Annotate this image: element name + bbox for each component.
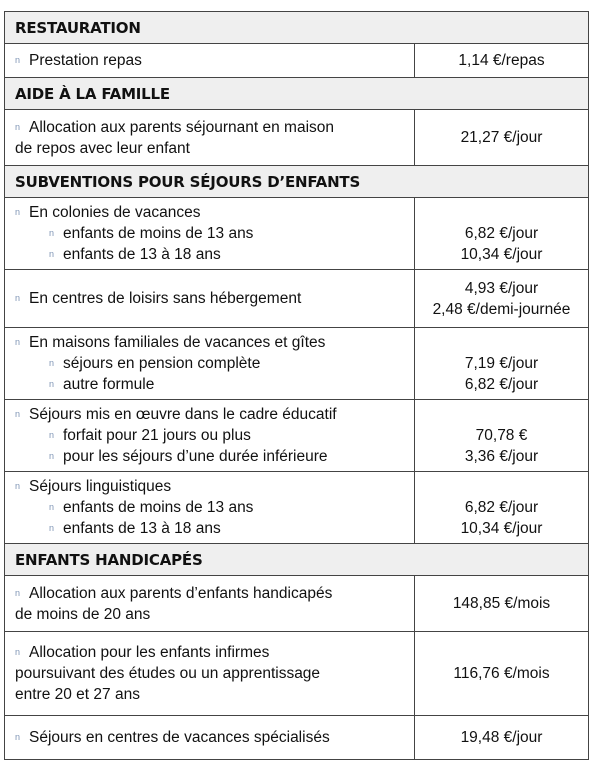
row-value xyxy=(415,716,589,760)
bullet-icon: n xyxy=(49,451,55,461)
row-text: poursuivant des études ou un apprentissage xyxy=(15,665,321,682)
row-sub-item xyxy=(15,425,406,446)
row-text-line xyxy=(15,50,406,71)
row-text: En centres de loisirs sans hébergement xyxy=(29,290,302,307)
value-text: 4,93 €/jour xyxy=(464,279,539,297)
bullet-icon: n xyxy=(15,55,21,65)
value-text: 148,85 €/mois xyxy=(452,595,551,612)
row-heading-text: En colonies de vacances xyxy=(29,204,201,221)
row-sub-item xyxy=(15,497,406,518)
value-text: 1,14 €/repas xyxy=(458,52,545,69)
row-sub-item xyxy=(15,374,406,395)
section-header xyxy=(5,166,589,198)
row-value xyxy=(415,110,589,166)
row-label xyxy=(5,198,415,270)
section-header xyxy=(5,12,589,44)
bullet-icon: n xyxy=(15,647,21,657)
table-row xyxy=(5,270,589,328)
value-text: 10,34 €/jour xyxy=(460,246,543,263)
bullet-icon: n xyxy=(49,358,55,368)
bullet-icon: n xyxy=(15,409,21,419)
row-value xyxy=(415,198,589,270)
value-text: 7,19 €/jour xyxy=(464,355,539,372)
row-heading xyxy=(15,332,406,353)
row-label xyxy=(5,632,415,716)
row-text-line xyxy=(15,117,406,138)
row-label xyxy=(5,270,415,328)
table-row xyxy=(5,198,589,270)
row-text: Allocation aux parents d’enfants handicapés xyxy=(29,584,333,602)
bullet-icon: n xyxy=(15,732,21,742)
row-sub-text: enfants de moins de 13 ans xyxy=(63,225,254,242)
row-text-line xyxy=(15,583,406,604)
table-row xyxy=(5,44,589,78)
row-text: Prestation repas xyxy=(29,52,142,69)
row-text: Allocation aux parents séjournant en maison xyxy=(29,118,335,136)
section-title: ENFANTS HANDICAPÉS xyxy=(5,544,589,576)
row-text-line xyxy=(15,288,406,309)
row-text: Allocation pour les enfants infirmes xyxy=(29,644,270,661)
bullet-icon: n xyxy=(49,430,55,440)
row-heading xyxy=(15,404,406,425)
row-sub-item xyxy=(15,223,406,244)
row-label xyxy=(5,400,415,472)
row-heading-text: Séjours linguistiques xyxy=(29,478,172,495)
row-sub-text: enfants de 13 à 18 ans xyxy=(63,246,221,263)
value-text: 21,27 €/jour xyxy=(460,129,543,146)
row-text-line xyxy=(15,663,406,684)
row-value xyxy=(415,400,589,472)
section-header xyxy=(5,544,589,576)
bullet-icon: n xyxy=(49,249,55,259)
row-text-line xyxy=(15,138,406,159)
section-title: SUBVENTIONS POUR SÉJOURS D’ENFANTS xyxy=(5,166,589,198)
row-sub-text: pour les séjours d’une durée inférieure xyxy=(63,448,328,465)
table-row xyxy=(5,716,589,760)
bullet-icon: n xyxy=(49,228,55,238)
row-label xyxy=(5,328,415,400)
row-heading-text: Séjours mis en œuvre dans le cadre éducatif xyxy=(29,406,337,423)
value-text: 6,82 €/jour xyxy=(464,225,539,242)
row-sub-item xyxy=(15,446,406,467)
value-text: 6,82 €/jour xyxy=(464,376,539,393)
row-sub-text: autre formule xyxy=(63,376,155,393)
row-label xyxy=(5,44,415,78)
value-text: 116,76 €/mois xyxy=(453,665,550,682)
bullet-icon: n xyxy=(15,587,21,598)
row-label xyxy=(5,716,415,760)
section-title: AIDE À LA FAMILLE xyxy=(5,78,589,110)
value-text: 2,48 €/demi-journée xyxy=(432,300,571,318)
bullet-icon: n xyxy=(15,337,21,347)
row-value xyxy=(415,270,589,328)
row-text: Séjours en centres de vacances spécialisés xyxy=(29,729,330,746)
row-label xyxy=(5,472,415,544)
value-text: 70,78 € xyxy=(475,427,528,444)
row-text-line xyxy=(15,684,406,705)
table-row xyxy=(5,472,589,544)
value-text: 6,82 €/jour xyxy=(464,499,539,516)
value-text: 3,36 €/jour xyxy=(464,448,539,465)
table-row xyxy=(5,400,589,472)
row-sub-item xyxy=(15,518,406,539)
value-text: 19,48 €/jour xyxy=(460,729,543,746)
bullet-icon: n xyxy=(49,502,55,512)
table-row xyxy=(5,328,589,400)
benefits-table xyxy=(4,11,589,760)
row-heading xyxy=(15,202,406,223)
row-value xyxy=(415,632,589,716)
row-value xyxy=(415,328,589,400)
table-row xyxy=(5,576,589,632)
row-heading-text: En maisons familiales de vacances et gîtes xyxy=(29,334,326,351)
row-text: entre 20 et 27 ans xyxy=(15,686,140,703)
row-sub-text: forfait pour 21 jours ou plus xyxy=(63,427,251,444)
row-sub-item xyxy=(15,353,406,374)
section-title: RESTAURATION xyxy=(5,12,589,44)
table-row xyxy=(5,110,589,166)
bullet-icon: n xyxy=(15,481,21,491)
bullet-icon: n xyxy=(15,121,21,132)
section-header xyxy=(5,78,589,110)
row-sub-text: séjours en pension complète xyxy=(63,355,261,372)
row-sub-text: enfants de 13 à 18 ans xyxy=(63,520,221,537)
row-text: de repos avec leur enfant xyxy=(15,139,190,157)
row-label xyxy=(5,110,415,166)
row-text-line xyxy=(15,642,406,663)
row-heading xyxy=(15,476,406,497)
bullet-icon: n xyxy=(15,293,21,303)
bullet-icon: n xyxy=(49,523,55,533)
value-text: 10,34 €/jour xyxy=(460,520,543,537)
row-label xyxy=(5,576,415,632)
table-row xyxy=(5,632,589,716)
row-value xyxy=(415,576,589,632)
row-text-line xyxy=(15,727,406,748)
bullet-icon: n xyxy=(15,207,21,217)
bullet-icon: n xyxy=(49,379,55,389)
row-text: de moins de 20 ans xyxy=(15,605,151,623)
row-sub-item xyxy=(15,244,406,265)
row-value xyxy=(415,472,589,544)
row-sub-text: enfants de moins de 13 ans xyxy=(63,499,254,516)
row-text-line xyxy=(15,604,406,625)
row-value xyxy=(415,44,589,78)
